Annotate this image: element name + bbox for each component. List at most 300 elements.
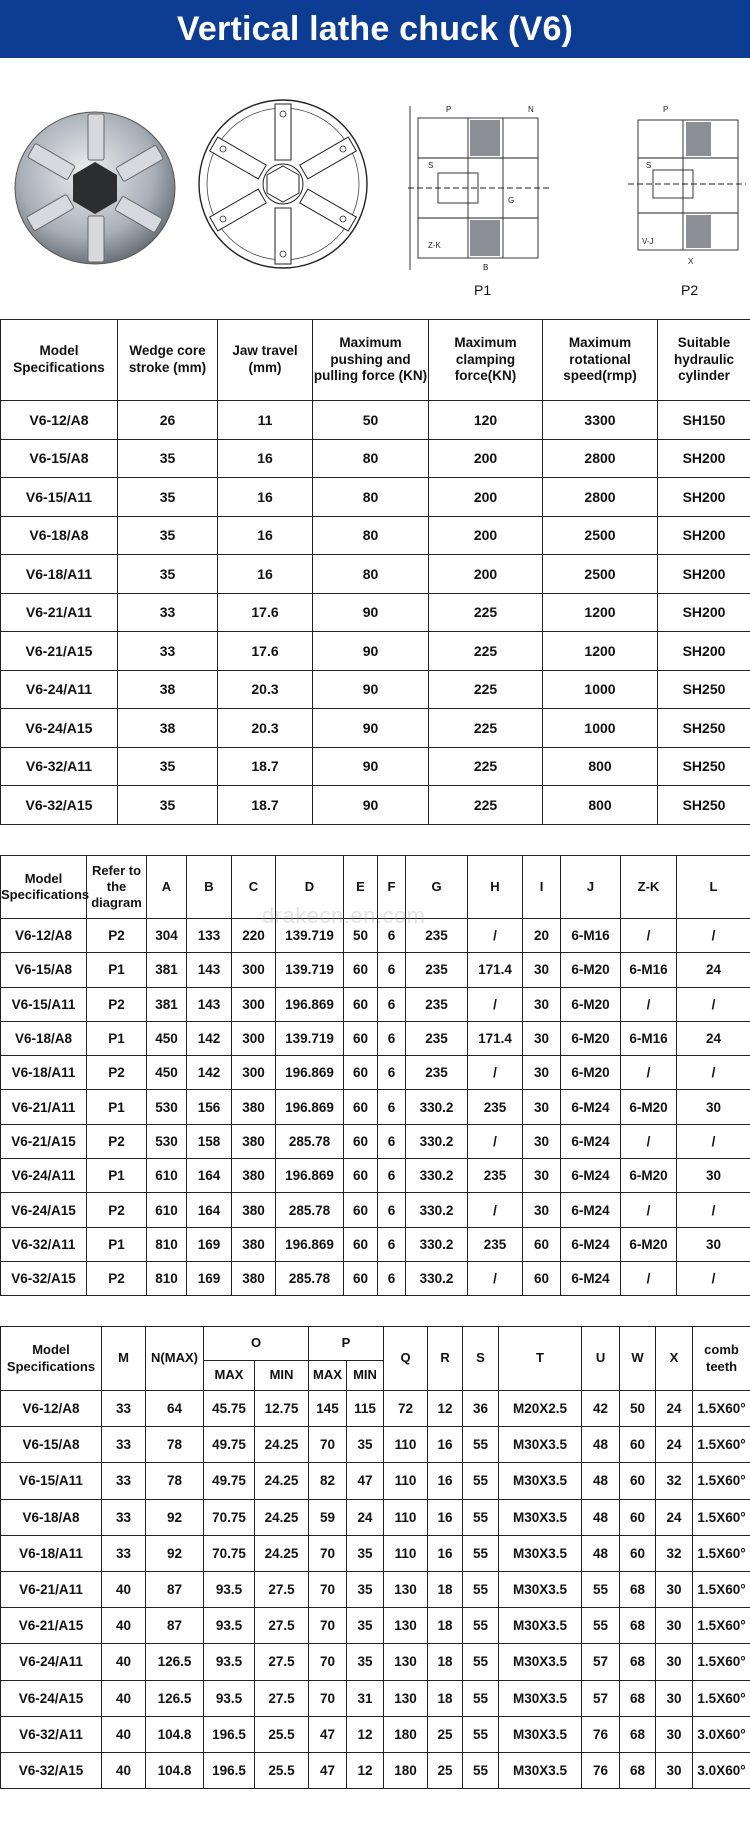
table-cell: 35 (118, 478, 218, 517)
table-cell: M30X3.5 (499, 1571, 582, 1607)
table-cell: 530 (147, 1090, 187, 1124)
svg-text:S: S (646, 161, 652, 170)
table-row (1, 1499, 750, 1535)
table-cell: 12.75 (255, 1391, 309, 1427)
table-cell: 143 (187, 987, 232, 1021)
table-cell: 35 (347, 1427, 384, 1463)
table-cell: / (468, 1261, 523, 1295)
table-cell: 2500 (543, 555, 658, 594)
table-cell: 1200 (543, 593, 658, 632)
table-cell: 68 (620, 1608, 656, 1644)
table-cell: 55 (463, 1680, 499, 1716)
model-cell: V6-32/A15 (1, 1261, 87, 1295)
table-cell: 64 (146, 1391, 204, 1427)
table-cell: 31 (347, 1680, 384, 1716)
table-cell: 80 (313, 516, 429, 555)
table-cell: 16 (428, 1499, 463, 1535)
table-cell: / (621, 1056, 677, 1090)
table-cell: 6-M20 (621, 1090, 677, 1124)
table-row (1, 1159, 750, 1193)
table-cell: 24 (656, 1391, 693, 1427)
table-cell: P1 (87, 1159, 147, 1193)
table-cell: 143 (187, 953, 232, 987)
header-cell: C (232, 856, 276, 919)
table-row (1, 786, 750, 825)
table-cell: 33 (102, 1463, 146, 1499)
model-cell: V6-15/A8 (1, 1427, 102, 1463)
table-cell: 35 (118, 786, 218, 825)
model-cell: V6-24/A15 (1, 1680, 102, 1716)
table-cell: 60 (344, 1193, 378, 1227)
table-cell: 70 (309, 1680, 347, 1716)
model-cell: V6-21/A11 (1, 1571, 102, 1607)
table-cell: 12 (428, 1391, 463, 1427)
table-cell: 139.719 (276, 919, 344, 953)
table-cell: 30 (523, 1056, 561, 1090)
table-cell: 27.5 (255, 1644, 309, 1680)
table-cell: 130 (384, 1680, 428, 1716)
table-cell: 48 (582, 1463, 620, 1499)
table-cell: 68 (620, 1680, 656, 1716)
svg-text:Z-K: Z-K (428, 241, 441, 250)
header-cell: E (344, 856, 378, 919)
table-cell: 70 (309, 1571, 347, 1607)
table-cell: 40 (102, 1608, 146, 1644)
table-cell: 810 (147, 1227, 187, 1261)
table-cell: 200 (429, 516, 543, 555)
table-cell: 11 (218, 401, 313, 440)
table-cell: 300 (232, 1021, 276, 1055)
table-cell: P2 (87, 1056, 147, 1090)
table-cell: 1.5X60° (693, 1535, 750, 1571)
table-cell: 235 (406, 1021, 468, 1055)
table-cell: 104.8 (146, 1716, 204, 1752)
table-cell: 139.719 (276, 1021, 344, 1055)
table-cell: 196.5 (204, 1716, 255, 1752)
table-cell: 55 (463, 1499, 499, 1535)
table-cell: 24.25 (255, 1427, 309, 1463)
table-cell: 25.5 (255, 1716, 309, 1752)
table-cell: 3.0X60° (693, 1716, 750, 1752)
table-row (1, 1391, 750, 1427)
figure-label-p2: P2 (681, 282, 699, 298)
table-cell: 6-M16 (621, 953, 677, 987)
table-body (1, 401, 750, 825)
table-cell: 25.5 (255, 1752, 309, 1788)
table-cell: / (677, 1261, 750, 1295)
table-cell: 60 (344, 1261, 378, 1295)
table-cell: 6 (378, 1056, 406, 1090)
table-cell: 60 (620, 1427, 656, 1463)
table-cell: 48 (582, 1499, 620, 1535)
table-row (1, 1056, 750, 1090)
model-cell: V6-12/A8 (1, 1391, 102, 1427)
table-row (1, 1680, 750, 1716)
table-cell: 87 (146, 1608, 204, 1644)
model-cell: V6-15/A8 (1, 439, 118, 478)
table-cell: 130 (384, 1644, 428, 1680)
table-cell: 30 (523, 987, 561, 1021)
table-cell: 20.3 (218, 709, 313, 748)
table-row (1, 1021, 750, 1055)
table-cell: 300 (232, 1056, 276, 1090)
table-cell: P2 (87, 1193, 147, 1227)
table-cell: 17.6 (218, 632, 313, 671)
model-cell: V6-15/A11 (1, 987, 87, 1021)
table-cell: 24 (656, 1499, 693, 1535)
table-cell: 93.5 (204, 1608, 255, 1644)
table-cell: 6-M24 (561, 1159, 621, 1193)
chuck-photo (10, 100, 180, 270)
table-cell: M30X3.5 (499, 1427, 582, 1463)
table-cell: 1.5X60° (693, 1499, 750, 1535)
model-cell: V6-18/A11 (1, 1535, 102, 1571)
header-cell: Jaw travel (mm) (218, 320, 313, 401)
table-cell: 18.7 (218, 786, 313, 825)
table-cell: 330.2 (406, 1124, 468, 1158)
table-cell: 196.869 (276, 987, 344, 1021)
table-cell: SH250 (658, 709, 750, 748)
table-cell: 450 (147, 1056, 187, 1090)
table-cell: 35 (118, 747, 218, 786)
table-cell: / (468, 1056, 523, 1090)
table-row (1, 1090, 750, 1124)
model-cell: V6-21/A15 (1, 1124, 87, 1158)
table-cell: 16 (218, 555, 313, 594)
table-row (1, 1644, 750, 1680)
table-cell: M20X2.5 (499, 1391, 582, 1427)
table-cell: 530 (147, 1124, 187, 1158)
table-cell: 70 (309, 1535, 347, 1571)
table-cell: 1.5X60° (693, 1427, 750, 1463)
table-cell: 33 (102, 1427, 146, 1463)
table-cell: P2 (87, 987, 147, 1021)
product-figures (0, 80, 750, 300)
table-cell: P1 (87, 1227, 147, 1261)
table-cell: 126.5 (146, 1644, 204, 1680)
table-cell: M30X3.5 (499, 1535, 582, 1571)
model-cell: V6-12/A8 (1, 919, 87, 953)
table-cell: 24.25 (255, 1535, 309, 1571)
table-cell: 330.2 (406, 1159, 468, 1193)
table-cell: 6-M24 (561, 1261, 621, 1295)
model-cell: V6-24/A11 (1, 670, 118, 709)
table-cell: 330.2 (406, 1193, 468, 1227)
table-cell: 196.869 (276, 1090, 344, 1124)
table-cell: 139.719 (276, 953, 344, 987)
table-cell: 235 (468, 1227, 523, 1261)
table-cell: 76 (582, 1752, 620, 1788)
header-cell: comb teeth (693, 1327, 750, 1391)
table-cell: P1 (87, 953, 147, 987)
table-cell: 70 (309, 1608, 347, 1644)
table-cell: 225 (429, 632, 543, 671)
table-row (1, 1427, 750, 1463)
table-cell: 24 (677, 1021, 750, 1055)
table-cell: 33 (102, 1535, 146, 1571)
table-cell: 110 (384, 1535, 428, 1571)
table-cell: 30 (523, 953, 561, 987)
table-row (1, 1193, 750, 1227)
header-cell: L (677, 856, 750, 919)
table-cell: 196.5 (204, 1752, 255, 1788)
table-cell: 2500 (543, 516, 658, 555)
table-cell: 30 (523, 1021, 561, 1055)
table-cell: 93.5 (204, 1644, 255, 1680)
header-cell: G (406, 856, 468, 919)
header-cell: T (499, 1327, 582, 1391)
svg-text:X: X (688, 257, 694, 266)
table-cell: 180 (384, 1752, 428, 1788)
table-cell: 33 (118, 632, 218, 671)
table-row (1, 555, 750, 594)
model-cell: V6-18/A8 (1, 1021, 87, 1055)
table-cell: / (468, 987, 523, 1021)
table-cell: 169 (187, 1227, 232, 1261)
model-cell: V6-15/A11 (1, 1463, 102, 1499)
table-cell: 70.75 (204, 1499, 255, 1535)
table-row (1, 1608, 750, 1644)
table-cell: 6-M20 (621, 1159, 677, 1193)
header-cell: U (582, 1327, 620, 1391)
table-cell: 180 (384, 1716, 428, 1752)
model-cell: V6-24/A11 (1, 1159, 87, 1193)
table-cell: M30X3.5 (499, 1680, 582, 1716)
table-cell: 20.3 (218, 670, 313, 709)
header-cell: F (378, 856, 406, 919)
table-cell: 35 (347, 1535, 384, 1571)
table-cell: 200 (429, 555, 543, 594)
table-cell: 35 (118, 516, 218, 555)
table-cell: 6-M24 (561, 1227, 621, 1261)
table-cell: 40 (102, 1716, 146, 1752)
table-cell: 18 (428, 1608, 463, 1644)
table-cell: 285.78 (276, 1193, 344, 1227)
table-cell: 50 (344, 919, 378, 953)
table-cell: 33 (102, 1391, 146, 1427)
table-cell: SH200 (658, 555, 750, 594)
model-cell: V6-15/A11 (1, 478, 118, 517)
table-cell: SH250 (658, 747, 750, 786)
table-cell: 24 (656, 1427, 693, 1463)
table-cell: 80 (313, 439, 429, 478)
table-cell: 6-M20 (561, 953, 621, 987)
table-cell: 6-M24 (561, 1090, 621, 1124)
table-cell: 225 (429, 593, 543, 632)
table-cell: 235 (406, 1056, 468, 1090)
model-cell: V6-21/A15 (1, 632, 118, 671)
table-cell: 35 (118, 439, 218, 478)
table-cell: 158 (187, 1124, 232, 1158)
table-cell: 6-M16 (621, 1021, 677, 1055)
table-cell: SH200 (658, 593, 750, 632)
table-cell: 6-M20 (561, 1021, 621, 1055)
svg-text:B: B (483, 263, 489, 272)
model-cell: V6-21/A11 (1, 1090, 87, 1124)
table-cell: 156 (187, 1090, 232, 1124)
table-cell: 120 (429, 401, 543, 440)
table-cell: 60 (344, 987, 378, 1021)
table-cell: 16 (218, 478, 313, 517)
table-cell: 225 (429, 786, 543, 825)
table-cell: 60 (344, 1227, 378, 1261)
table-cell: 145 (309, 1391, 347, 1427)
table-cell: 169 (187, 1261, 232, 1295)
table-cell: P1 (87, 1021, 147, 1055)
table-cell: 142 (187, 1056, 232, 1090)
table-cell: 18 (428, 1644, 463, 1680)
table-cell: M30X3.5 (499, 1499, 582, 1535)
table-row (1, 747, 750, 786)
table-cell: 6 (378, 1021, 406, 1055)
table-cell: 45.75 (204, 1391, 255, 1427)
table-cell: 6 (378, 953, 406, 987)
table-cell: 24 (347, 1499, 384, 1535)
table-cell: 225 (429, 747, 543, 786)
table-cell: 76 (582, 1716, 620, 1752)
table-cell: 40 (102, 1571, 146, 1607)
table-cell: 3300 (543, 401, 658, 440)
table-cell: / (621, 1193, 677, 1227)
model-cell: V6-21/A11 (1, 593, 118, 632)
table-row (1, 953, 750, 987)
table-cell: 78 (146, 1427, 204, 1463)
table-cell: P2 (87, 1261, 147, 1295)
table-cell: 164 (187, 1193, 232, 1227)
table-cell: 115 (347, 1391, 384, 1427)
table-cell: 60 (344, 1021, 378, 1055)
table-cell: 6-M24 (561, 1193, 621, 1227)
table-cell: 330.2 (406, 1261, 468, 1295)
table-cell: 30 (523, 1090, 561, 1124)
table-cell: 6-M20 (621, 1227, 677, 1261)
table-cell: SH250 (658, 786, 750, 825)
watermark: drakecn.en.com (262, 903, 426, 928)
header-cell: J (561, 856, 621, 919)
table-cell: M30X3.5 (499, 1608, 582, 1644)
table-cell: 55 (582, 1571, 620, 1607)
header-cell: Model Specifications (1, 320, 118, 401)
table-cell: 32 (656, 1463, 693, 1499)
table-cell: 380 (232, 1159, 276, 1193)
table-cell: 16 (428, 1535, 463, 1571)
table-cell: 235 (406, 987, 468, 1021)
header-cell: S (463, 1327, 499, 1391)
table-row (1, 1463, 750, 1499)
model-cell: V6-32/A11 (1, 1227, 87, 1261)
table-cell: 380 (232, 1090, 276, 1124)
header-cell: O (204, 1327, 309, 1361)
table-cell: 27.5 (255, 1571, 309, 1607)
table-cell: / (677, 1124, 750, 1158)
table-cell: 12 (347, 1752, 384, 1788)
table-cell: 50 (620, 1391, 656, 1427)
header-cell: M (102, 1327, 146, 1391)
table-cell: 68 (620, 1644, 656, 1680)
table-cell: 49.75 (204, 1427, 255, 1463)
table-cell: 235 (406, 919, 468, 953)
table-cell: / (468, 919, 523, 953)
table-cell: 24.25 (255, 1499, 309, 1535)
table-cell: SH250 (658, 670, 750, 709)
table-cell: 80 (313, 555, 429, 594)
table-cell: SH150 (658, 401, 750, 440)
table-cell: 27.5 (255, 1608, 309, 1644)
header-cell: Maximum clamping force(KN) (429, 320, 543, 401)
table-cell: 55 (463, 1427, 499, 1463)
table-cell: P1 (87, 1090, 147, 1124)
svg-text:V-J: V-J (642, 237, 654, 246)
table-cell: 171.4 (468, 953, 523, 987)
model-cell: V6-18/A11 (1, 555, 118, 594)
table-cell: / (677, 987, 750, 1021)
table-cell: 70.75 (204, 1535, 255, 1571)
table-cell: 25 (428, 1752, 463, 1788)
table-cell: 60 (344, 1124, 378, 1158)
table-cell: 16 (428, 1463, 463, 1499)
svg-text:G: G (508, 196, 515, 205)
table-cell: 16 (218, 516, 313, 555)
table-cell: 381 (147, 987, 187, 1021)
table-row (1, 1752, 750, 1788)
table-cell: 90 (313, 670, 429, 709)
header-cell: Maximum rotational speed(rmp) (543, 320, 658, 401)
table-cell: 1.5X60° (693, 1644, 750, 1680)
table-cell: 32 (656, 1535, 693, 1571)
table-row (1, 1571, 750, 1607)
table-cell: 16 (428, 1427, 463, 1463)
table-cell: 6 (378, 1193, 406, 1227)
table-cell: 90 (313, 786, 429, 825)
table-cell: 1.5X60° (693, 1571, 750, 1607)
header-cell: W (620, 1327, 656, 1391)
table-cell: 24 (677, 953, 750, 987)
table-cell: 110 (384, 1499, 428, 1535)
table-cell: 380 (232, 1227, 276, 1261)
table-cell: 6 (378, 1261, 406, 1295)
model-cell: V6-15/A8 (1, 953, 87, 987)
table-row (1, 1227, 750, 1261)
table-cell: 30 (656, 1644, 693, 1680)
table-cell: / (621, 1261, 677, 1295)
header-cell: X (656, 1327, 693, 1391)
table-cell: 30 (656, 1608, 693, 1644)
model-cell: V6-32/A15 (1, 1752, 102, 1788)
table-cell: 47 (309, 1752, 347, 1788)
svg-text:P: P (663, 105, 669, 114)
table-cell: 126.5 (146, 1680, 204, 1716)
table-cell: 2800 (543, 478, 658, 517)
table-cell: 1.5X60° (693, 1680, 750, 1716)
table-cell: 57 (582, 1644, 620, 1680)
table-row (1, 516, 750, 555)
table-cell: SH200 (658, 632, 750, 671)
table-cell: 6-M20 (561, 1056, 621, 1090)
table-cell: 330.2 (406, 1090, 468, 1124)
model-cell: V6-24/A15 (1, 1193, 87, 1227)
section-drawing-p2 (628, 98, 746, 278)
table-cell: 285.78 (276, 1261, 344, 1295)
table-cell: 1.5X60° (693, 1608, 750, 1644)
table-cell: 33 (102, 1499, 146, 1535)
table-cell: 196.869 (276, 1227, 344, 1261)
table-cell: / (468, 1124, 523, 1158)
table-cell: 220 (232, 919, 276, 953)
header-cell: Suitable hydraulic cylinder (658, 320, 750, 401)
table-cell: 380 (232, 1124, 276, 1158)
table-cell: 800 (543, 747, 658, 786)
table-cell: 30 (656, 1752, 693, 1788)
